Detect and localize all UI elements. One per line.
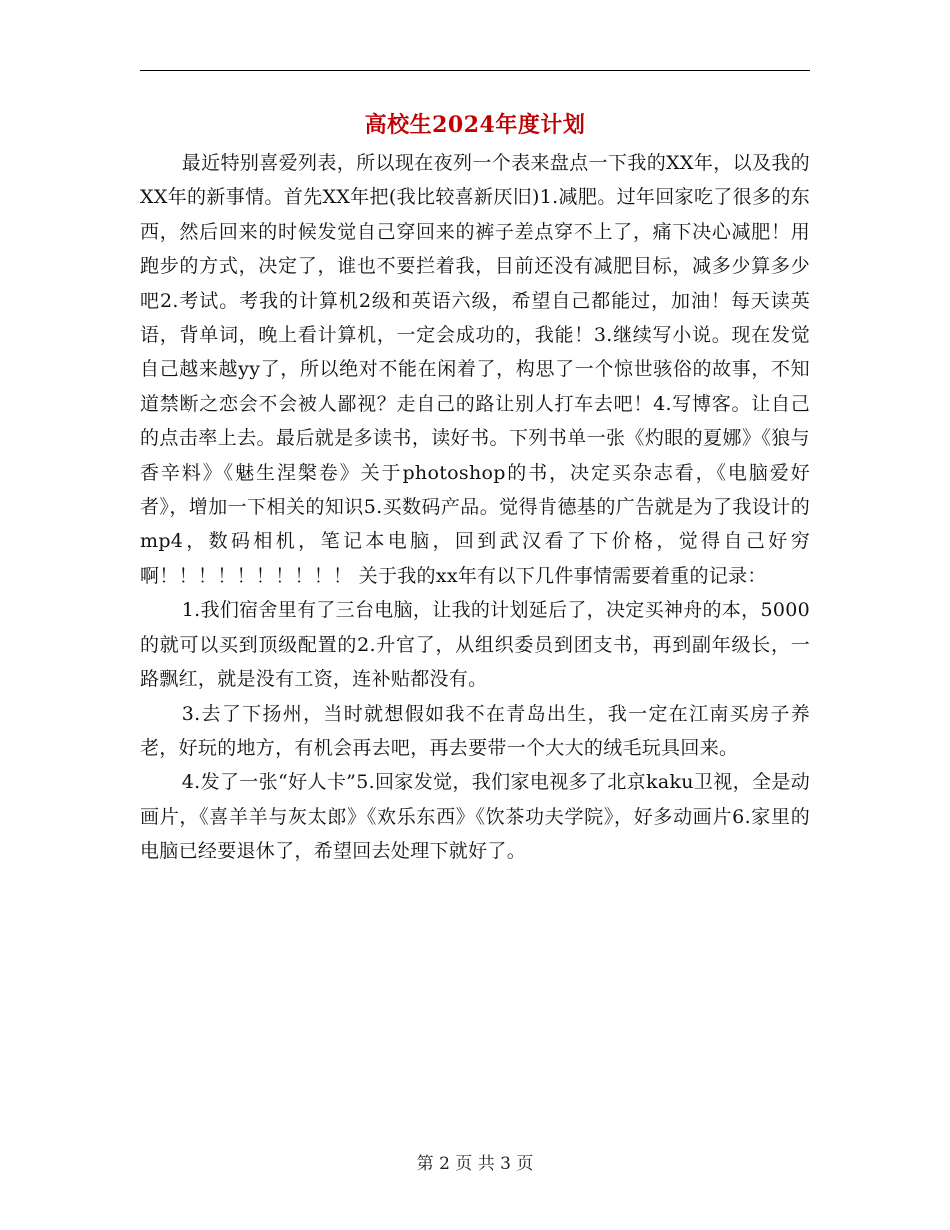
document-title: 高校生2024年度计划 <box>364 112 586 138</box>
paragraph: 3.去了下扬州，当时就想假如我不在青岛出生，我一定在江南买房子养老，好玩的地方，有机会再去吧，再去要带一个大大的绒毛玩具回来。 <box>140 702 810 759</box>
paragraph: 1.我们宿舍里有了三台电脑，让我的计划延后了，决定买神舟的本，5000的就可以买到顶级配置的2.升官了，从组织委员到团支书，再到副年级长，一路飘红，就是没有工资，连补贴都没有。 <box>140 599 810 691</box>
paragraph: 最近特别喜爱列表，所以现在夜列一个表来盘点一下我的XX年，以及我的XX年的新事情。首先XX年把(我比较喜新厌旧)1.减肥。过年回家吃了很多的东西，然后回来的时候发觉自己穿回来的裤子差点穿不上了，痛下决心减肥！用跑步的方式，决定了，谁也不要拦着我，目前还没有减肥目标，减多少算多少吧2.考试。考我的计算机2级和英语六级，希望自己都能过，加油！每天读英语，背单词，晚上看计算机，一定会成功的，我能！3.继续写小说。现在发觉自己越来越yy了，所以绝对不能在闲着了，构思了一个惊世骇俗的故事，不知道禁断之恋会不会被人鄙视？走自己的路让别人打车去吧！4.写博客。让自己的点击率上去。最后就是多读书，读好书。下列书单一张《灼眼的夏娜》《狼与香辛料》《魅生涅槃卷》关于photoshop的书，决定买杂志看，《电脑爱好者》，增加一下相关的知识5.买数码产品。觉得肯德基的广告就是为了我设计的mp4，数码相机，笔记本电脑，回到武汉看了下价格，觉得自己好穷啊！！！！！！！！！！ 关于我的xx年有以下几件事情需要着重的记录： <box>140 152 810 587</box>
paragraph: 4.发了一张“好人卡”5.回家发觉，我们家电视多了北京kaku卫视，全是动画片，《喜羊羊与灰太郎》《欢乐东西》《饮茶功夫学院》，好多动画片6.家里的电脑已经要退休了，希望回去处理下就好了。 <box>140 771 810 863</box>
document-body <box>140 146 810 869</box>
page-number: 第 2 页 共 3 页 <box>416 1154 534 1174</box>
header-rule <box>140 70 810 71</box>
